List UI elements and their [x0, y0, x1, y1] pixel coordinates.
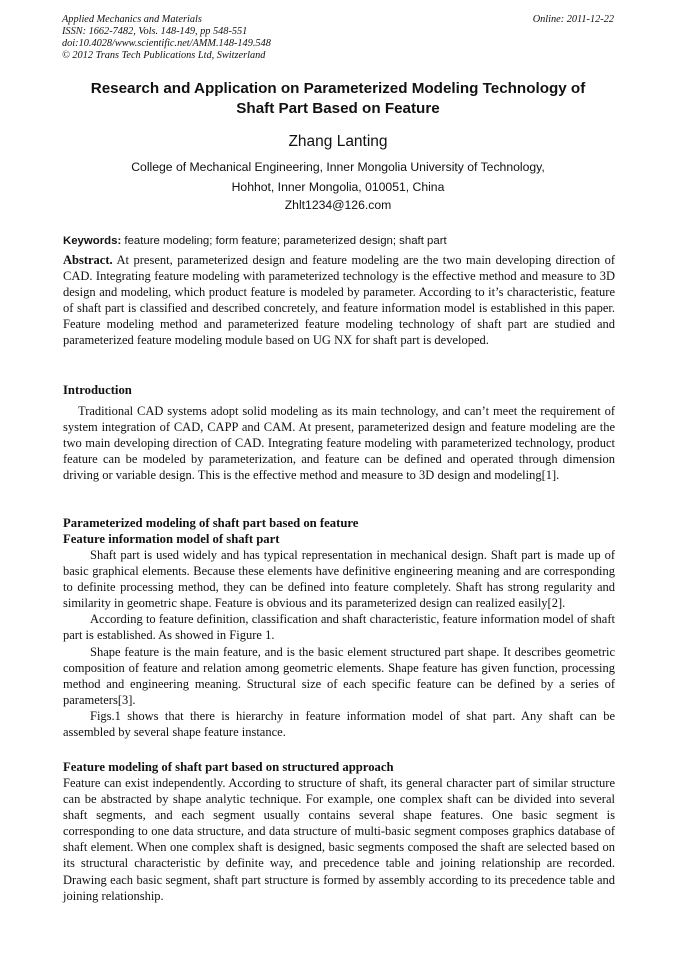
abstract — [63, 252, 615, 349]
paragraph: Figs.1 shows that there is hierarchy in feature information model of shat part. Any shaft can be assembled by several shape feature instance. — [63, 708, 615, 740]
issn-line: ISSN: 1662-7482, Vols. 148-149, pp 548-551 — [62, 26, 248, 37]
affiliation-line-1: College of Mechanical Engineering, Inner Mongolia University of Technology, — [131, 160, 545, 174]
title-line-1: Research and Application on Parameterized Modeling Technology of — [90, 80, 586, 97]
abstract-text: At present, parameterized design and feature modeling are the two main developing direction of CAD. Integrating feature modeling with parameterized technology is the effective method and measure to 3D design and modeling, which product feature is modeled by parameter. According to it’s characteristic, feature of shaft part is classified and described concretely, and feature information model is established in this paper. Feature modeling method and parameterized feature modeling technology of shaft part are studied and parameterized feature modeling module based on UG NX for shaft part is developed. — [63, 253, 615, 348]
section-heading-parameterized: Parameterized modeling of shaft part based on feature — [63, 516, 359, 530]
author-email: Zhlt1234@126.com — [284, 198, 392, 212]
structured-approach-body — [63, 775, 615, 904]
paragraph: Feature can exist independently. According to structure of shaft, its general character part of similar structure can be abstracted by shape analytic technique. For example, one complex shaft can be divided into several shaft segments, and each segment usually contains several shape features. One basic segment is corresponding to one data structure, and data structure of multi-basic segment composes graphics database of shaft element. When one complex shaft is designed, basic segments composed the shaft are selected based on its structural characteristic by definite way, and precedence table and joining relationship are recorded. Drawing each basic segment, shaft part structure is formed by assembly according to its precedence table and joining relationship. — [63, 776, 615, 903]
paragraph: Shape feature is the main feature, and is the basic element structured part shape. It describes geometric composition of feature and relation among geometric elements. Shape feature has given function, processing method and engineering meaning. Structural size of each specific feature can be defined by a series of parameters[3]. — [63, 644, 615, 707]
title-line-2: Shaft Part Based on Feature — [236, 100, 440, 117]
abstract-label: Abstract. — [63, 253, 113, 267]
subsection-heading-feature-info: Feature information model of shaft part — [63, 532, 280, 546]
copyright-line: © 2012 Trans Tech Publications Ltd, Switzerland — [62, 50, 266, 61]
paragraph: According to feature definition, classification and shaft characteristic, feature information model of shaft part is established. As showed in Figure 1. — [63, 612, 615, 643]
keywords — [63, 233, 619, 249]
introduction-body — [63, 403, 615, 483]
keywords-label: Keywords: — [63, 235, 122, 247]
keywords-text: feature modeling; form feature; parameterized design; shaft part — [121, 235, 447, 247]
journal-header — [62, 14, 271, 62]
subsection-heading-structured: Feature modeling of shaft part based on structured approach — [63, 760, 394, 774]
introduction-paragraph: Traditional CAD systems adopt solid modeling as its main technology, and can’t meet the requirement of system integration of CAD, CAPP and CAM. At present, parameterized design and feature modeling are the two main developing direction of CAD. Integrating feature modeling with parameterized technology, product feature can be modeled by parameterization, and feature can be defined and operated through dimension driving or variable design. This is the effective method and measure to 3D design and modeling[1]. — [63, 404, 615, 483]
online-date: Online: 2011-12-22 — [532, 14, 614, 25]
paper-title — [60, 79, 616, 119]
affiliation — [60, 157, 616, 197]
feature-info-body — [63, 547, 615, 740]
affiliation-line-2: Hohhot, Inner Mongolia, 010051, China — [231, 180, 445, 194]
doi-line: doi:10.4028/www.scientific.net/AMM.148-149.548 — [62, 38, 271, 49]
paragraph: Shaft part is used widely and has typical representation in mechanical design. Shaft part is made up of basic graphical elements. Because these elements have definitive engineering meaning and are corresponding to definite processing method, they can be defined into feature completely. Shaft has strong regularity and similarity in geometric shape. Feature is obvious and its parameterized design can realized easily[2]. — [63, 548, 615, 611]
introduction-heading: Introduction — [63, 383, 132, 397]
author-name: Zhang Lanting — [288, 133, 388, 150]
journal-name: Applied Mechanics and Materials — [62, 14, 202, 25]
